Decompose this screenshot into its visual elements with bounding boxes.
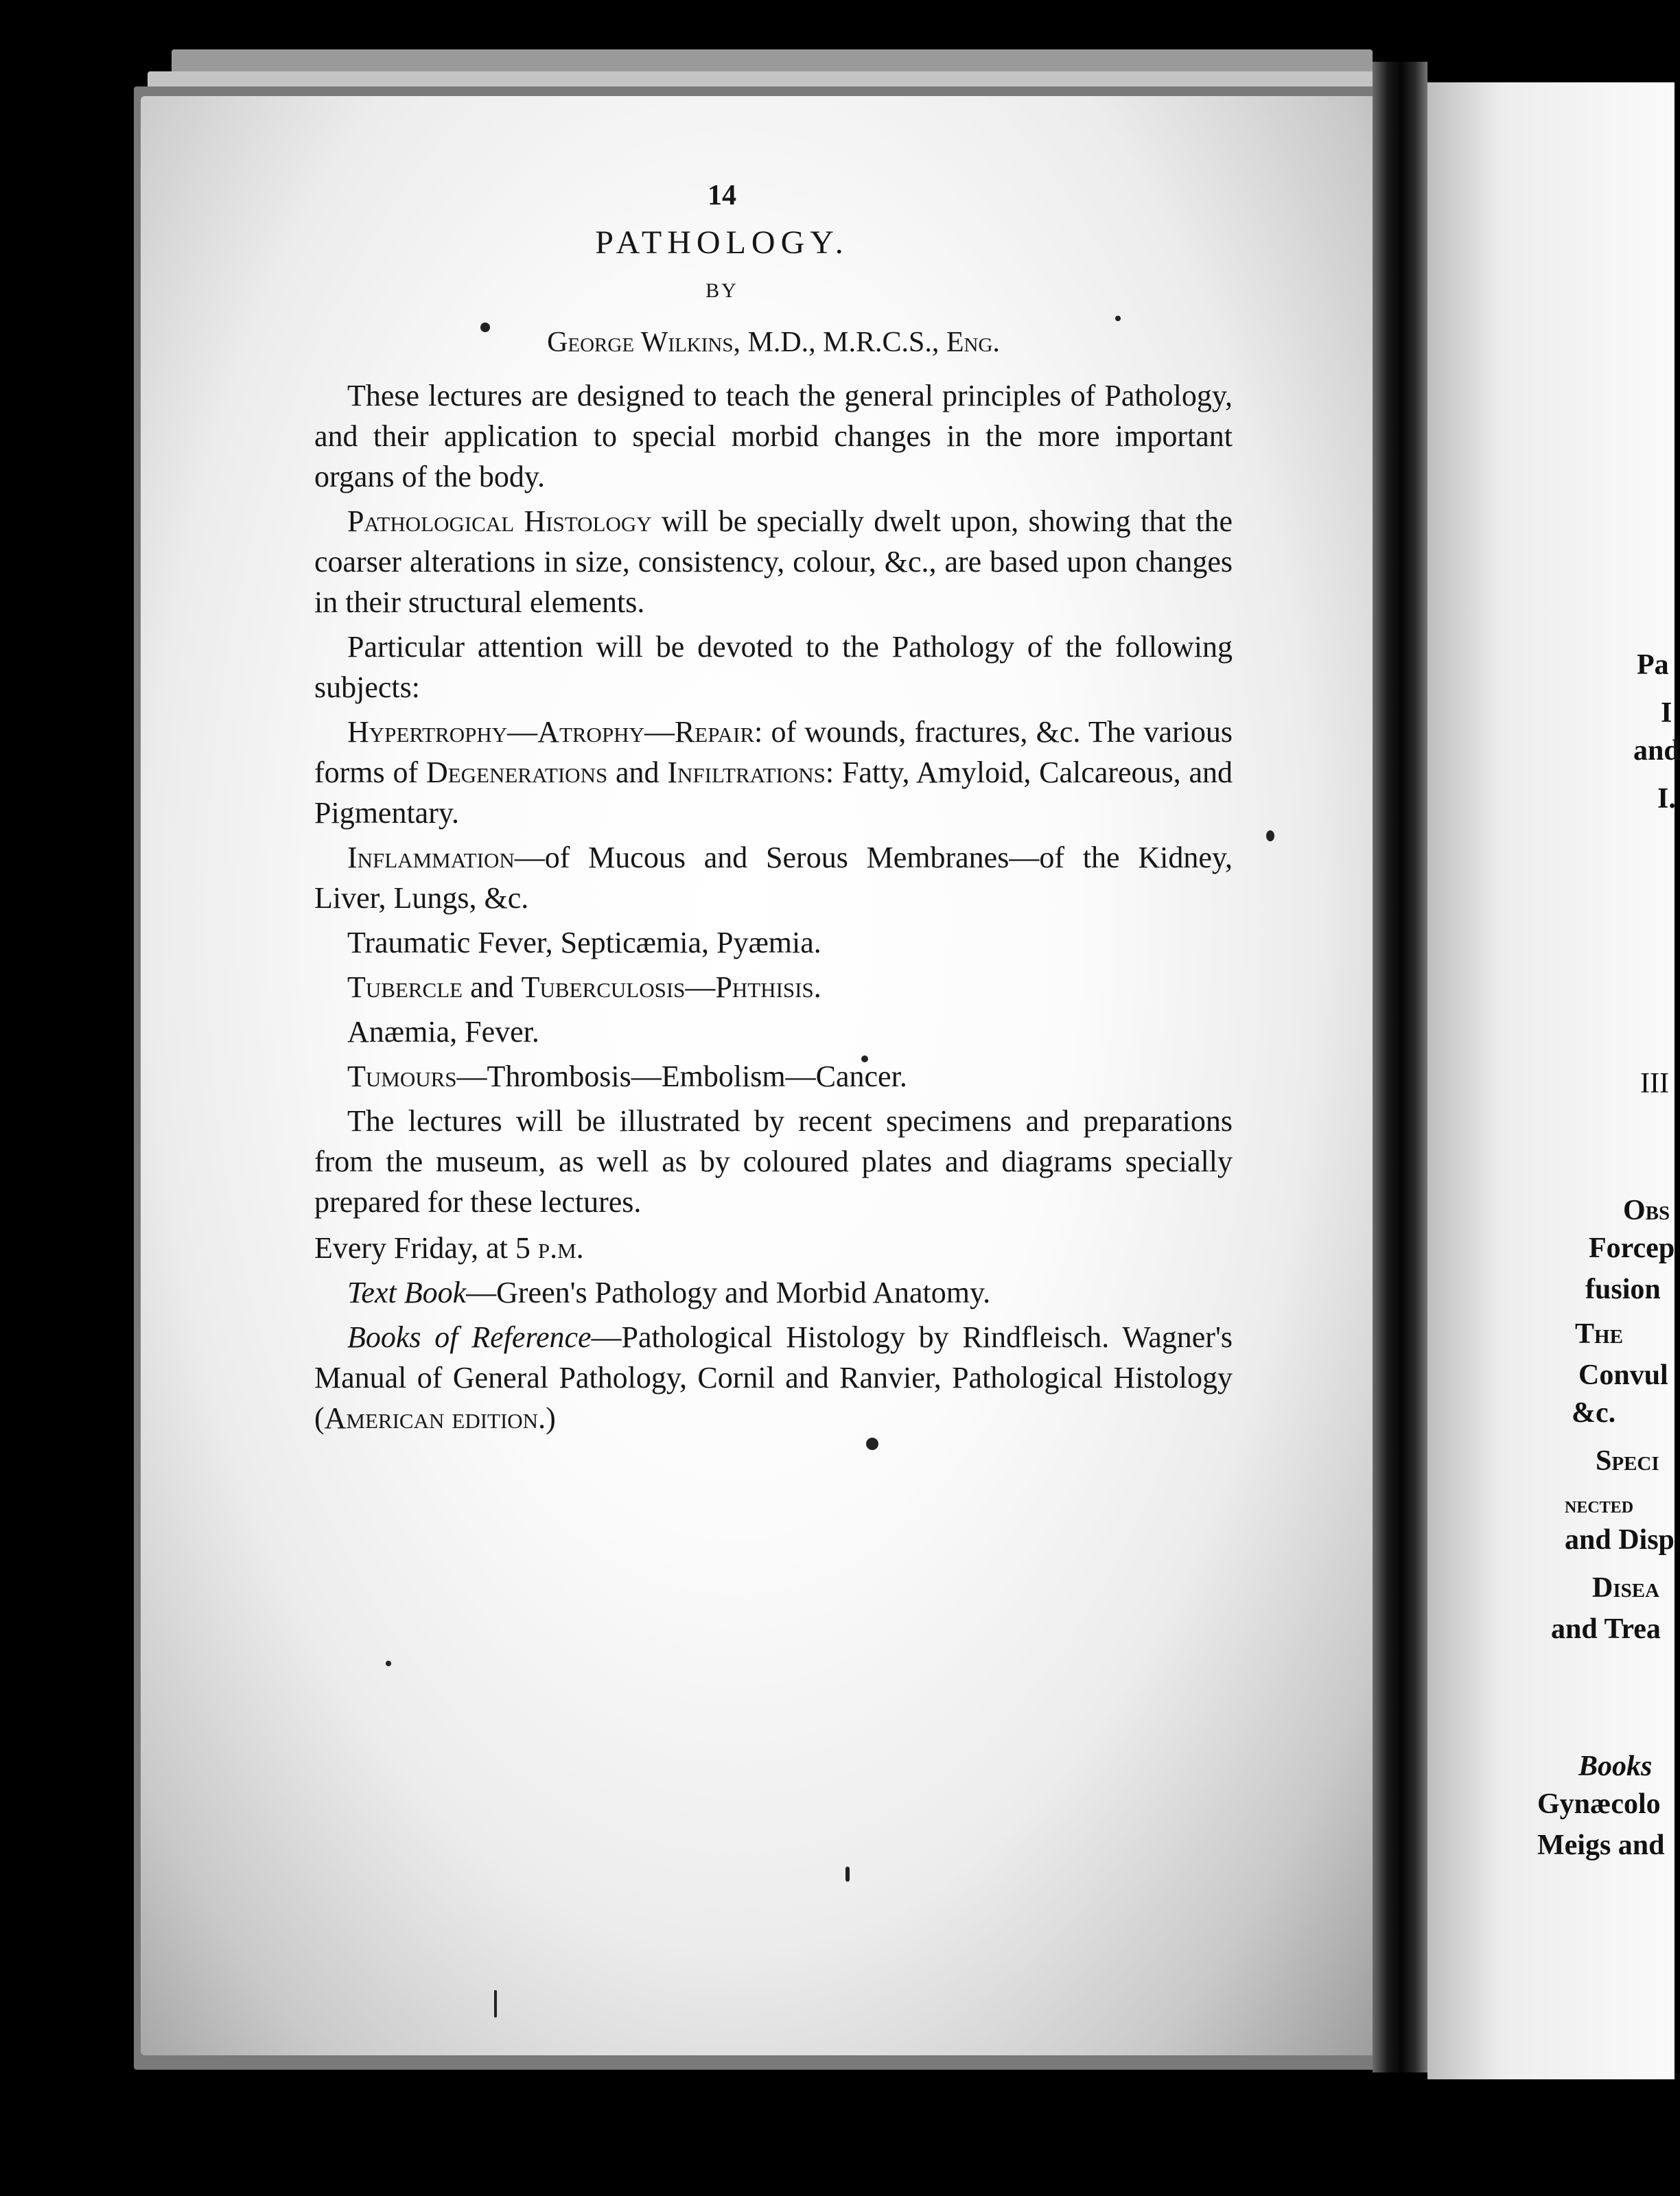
right-page-fragment: I — [1661, 697, 1672, 729]
right-page-fragment: Pa — [1637, 649, 1669, 681]
books-of-reference-text: —Pathological Histology by Rindfleisch. Wagner's Manual of General Pathology, Cornil and Ranvier, Pathological Histology ( — [314, 1320, 1233, 1435]
right-page-fragment: Speci — [1596, 1445, 1659, 1477]
tubercle-and: and — [463, 970, 522, 1004]
intro-paragraph: These lectures are designed to teach the general principles of Pathology, and their application to special morbid changes in the more important organs of the body. — [314, 379, 1233, 493]
right-page-fragment: and Trea — [1551, 1613, 1661, 1645]
right-page-fragment: Convul — [1578, 1359, 1668, 1391]
right-page-fragment: Forcep — [1589, 1233, 1675, 1264]
left-page-text — [314, 175, 1233, 1442]
page-title: PATHOLOGY. — [595, 224, 849, 261]
right-page-fragment: and Disp — [1565, 1524, 1675, 1556]
inflammation-term: Inflammation — [347, 841, 515, 874]
byline: BY — [705, 279, 738, 302]
right-page-fragment: Obs — [1623, 1195, 1670, 1226]
page-number: 14 — [708, 180, 736, 211]
inflammation-paragraph — [314, 837, 1233, 918]
subjects-intro-paragraph: Particular attention will be devoted to the Pathology of the following subjects: — [314, 630, 1233, 704]
tubercle-paragraph — [314, 967, 1233, 1007]
edition-note: American edition. — [324, 1401, 546, 1435]
tuberculosis-term: Tuberculosis—Phthisis — [521, 970, 814, 1004]
infiltrations-term: Infiltrations — [667, 756, 826, 789]
hypertrophy-text: : of wounds, fractures, &c. The various forms of — [314, 715, 1233, 789]
inflammation-text: —of Mucous and Serous Membranes—of the Kidney, Liver, Lungs, &c. — [314, 841, 1233, 915]
text-book-line — [314, 1272, 1233, 1313]
anaemia-paragraph: Anæmia, Fever. — [347, 1015, 539, 1049]
degenerations-term: Degenerations — [425, 756, 608, 789]
right-page-fragment: The — [1575, 1318, 1623, 1350]
tubercle-term: Tubercle — [347, 970, 463, 1004]
right-page-fragment: Meigs and — [1537, 1830, 1665, 1861]
tumours-text: —Thrombosis—Embolism—Cancer. — [456, 1060, 907, 1093]
text-book-label: Text Book — [347, 1276, 467, 1309]
right-page-fragment: fusion — [1585, 1274, 1661, 1305]
schedule-time: p.m. — [537, 1231, 584, 1265]
histology-text: will be specially dwelt upon, showing that the coarser alterations in size, consistency, colour, &c., are based upon changes in their structural elements. — [314, 504, 1233, 619]
ink-speck — [494, 1990, 497, 2018]
histology-paragraph — [314, 501, 1233, 622]
ink-speck — [386, 1661, 391, 1666]
ink-speck — [1266, 830, 1274, 841]
closing-paren: ) — [546, 1401, 556, 1435]
text-book-title: —Green's Pathology and Morbid Anatomy. — [466, 1276, 991, 1309]
right-page-fragment: nected — [1565, 1493, 1634, 1518]
histology-term: Pathological Histology — [347, 504, 652, 538]
right-page-fragment: and — [1633, 735, 1680, 767]
schedule-text: Every Friday, at 5 — [314, 1231, 538, 1265]
hypertrophy-term: Hypertrophy—Atrophy—Repair — [347, 715, 755, 749]
illustration-paragraph: The lectures will be illustrated by recent specimens and preparations from the museum, as well as by coloured plates and diagrams specially prepared for these lectures. — [314, 1104, 1233, 1219]
right-page-fragment: Gynæcolo — [1537, 1788, 1661, 1820]
right-page-fragment: Books — [1578, 1751, 1653, 1782]
right-page-fragment: &c. — [1572, 1397, 1616, 1429]
right-page-fragment: Disea — [1592, 1572, 1660, 1604]
hypertrophy-paragraph — [314, 712, 1233, 833]
lecture-schedule — [314, 1228, 1233, 1268]
author: George Wilkins, M.D., M.R.C.S., Eng. — [547, 327, 1000, 358]
tumours-term: Tumours — [347, 1060, 457, 1093]
infiltrations-text: : Fatty, Amyloid, Calcareous, and Pigmentary. — [314, 756, 1233, 830]
tubercle-period: . — [813, 970, 821, 1004]
and-text: and — [607, 756, 668, 789]
tumours-paragraph — [314, 1056, 1233, 1097]
books-of-reference-paragraph — [314, 1317, 1233, 1438]
book-gutter — [1373, 62, 1427, 2072]
traumatic-paragraph: Traumatic Fever, Septicæmia, Pyæmia. — [347, 926, 821, 959]
right-page-fragment: III — [1640, 1068, 1669, 1099]
books-of-reference-label: Books of Reference — [347, 1320, 592, 1354]
ink-speck — [845, 1867, 850, 1882]
right-page-fragment: I. — [1657, 783, 1676, 815]
